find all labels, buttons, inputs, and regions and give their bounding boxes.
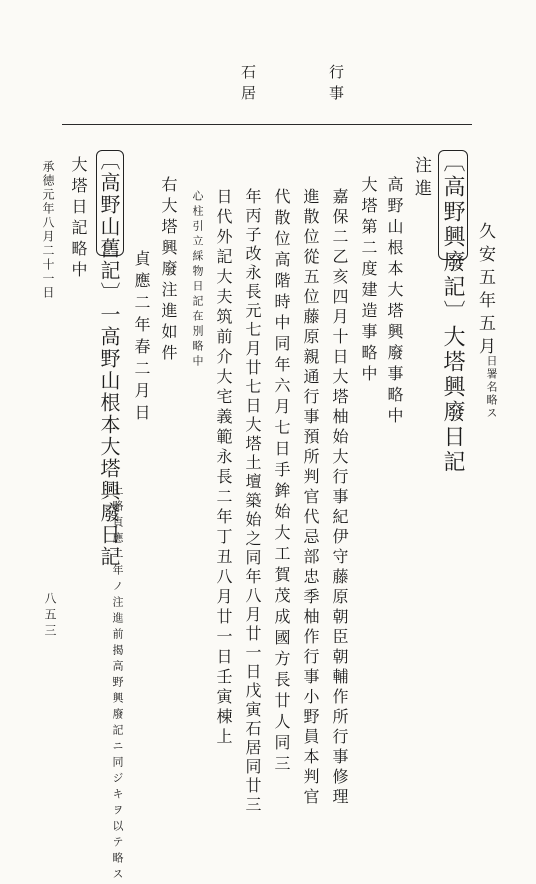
source-title: 〔高野興廢記〕大塔興廢日記	[440, 150, 465, 475]
small-note: 上略貞應二年ノ注進前揭高野興廢記ニ同ジキヲ以テ略ス	[111, 484, 124, 884]
text-column: 進散位從五位藤原親通行事預所判官代忌部忠季柚作行事小野員本判官	[301, 188, 320, 808]
text-column: 注進	[411, 156, 431, 202]
running-title-right: 行事	[327, 64, 345, 106]
header-rule	[62, 124, 472, 125]
text-column: 久安五年五月	[475, 222, 495, 360]
text-column: 嘉保二乙亥四月十日大塔柚始大行事紀伊守藤原朝臣朝輔作所行事修理	[330, 188, 349, 808]
page-number: 八五三	[43, 592, 57, 640]
text-column: 大塔日記略中	[69, 156, 88, 282]
text-column: 右大塔興廢注進如件	[159, 176, 178, 365]
text-column: 日代外記大夫筑前介大宅義範永長二年丁丑八月廿一日壬寅棟上	[214, 188, 233, 748]
text-column: 年丙子改永長元七月廿七日大塔土壇築始之同年八月廿一日戊寅石居同廿三	[243, 188, 262, 815]
running-title-left: 石居	[239, 64, 257, 106]
small-note: 心柱引立綵物日記在別略中	[191, 190, 204, 370]
text-column: 代散位高階時中同年六月七日手鉾始大工賀茂成國方長廿人同三	[272, 188, 291, 776]
colophon: 承徳元年八月二十一日	[41, 160, 55, 300]
source-title: 〔高野山舊記〕一高野山根本大塔興廢日記	[97, 150, 121, 568]
small-note: 日署名略ス	[485, 355, 498, 420]
text-column: 大塔第二度建造事略中	[359, 176, 378, 386]
text-column: 貞應二年春二月日	[132, 250, 151, 426]
text-column: 高野山根本大塔興廢事略中	[385, 176, 404, 428]
